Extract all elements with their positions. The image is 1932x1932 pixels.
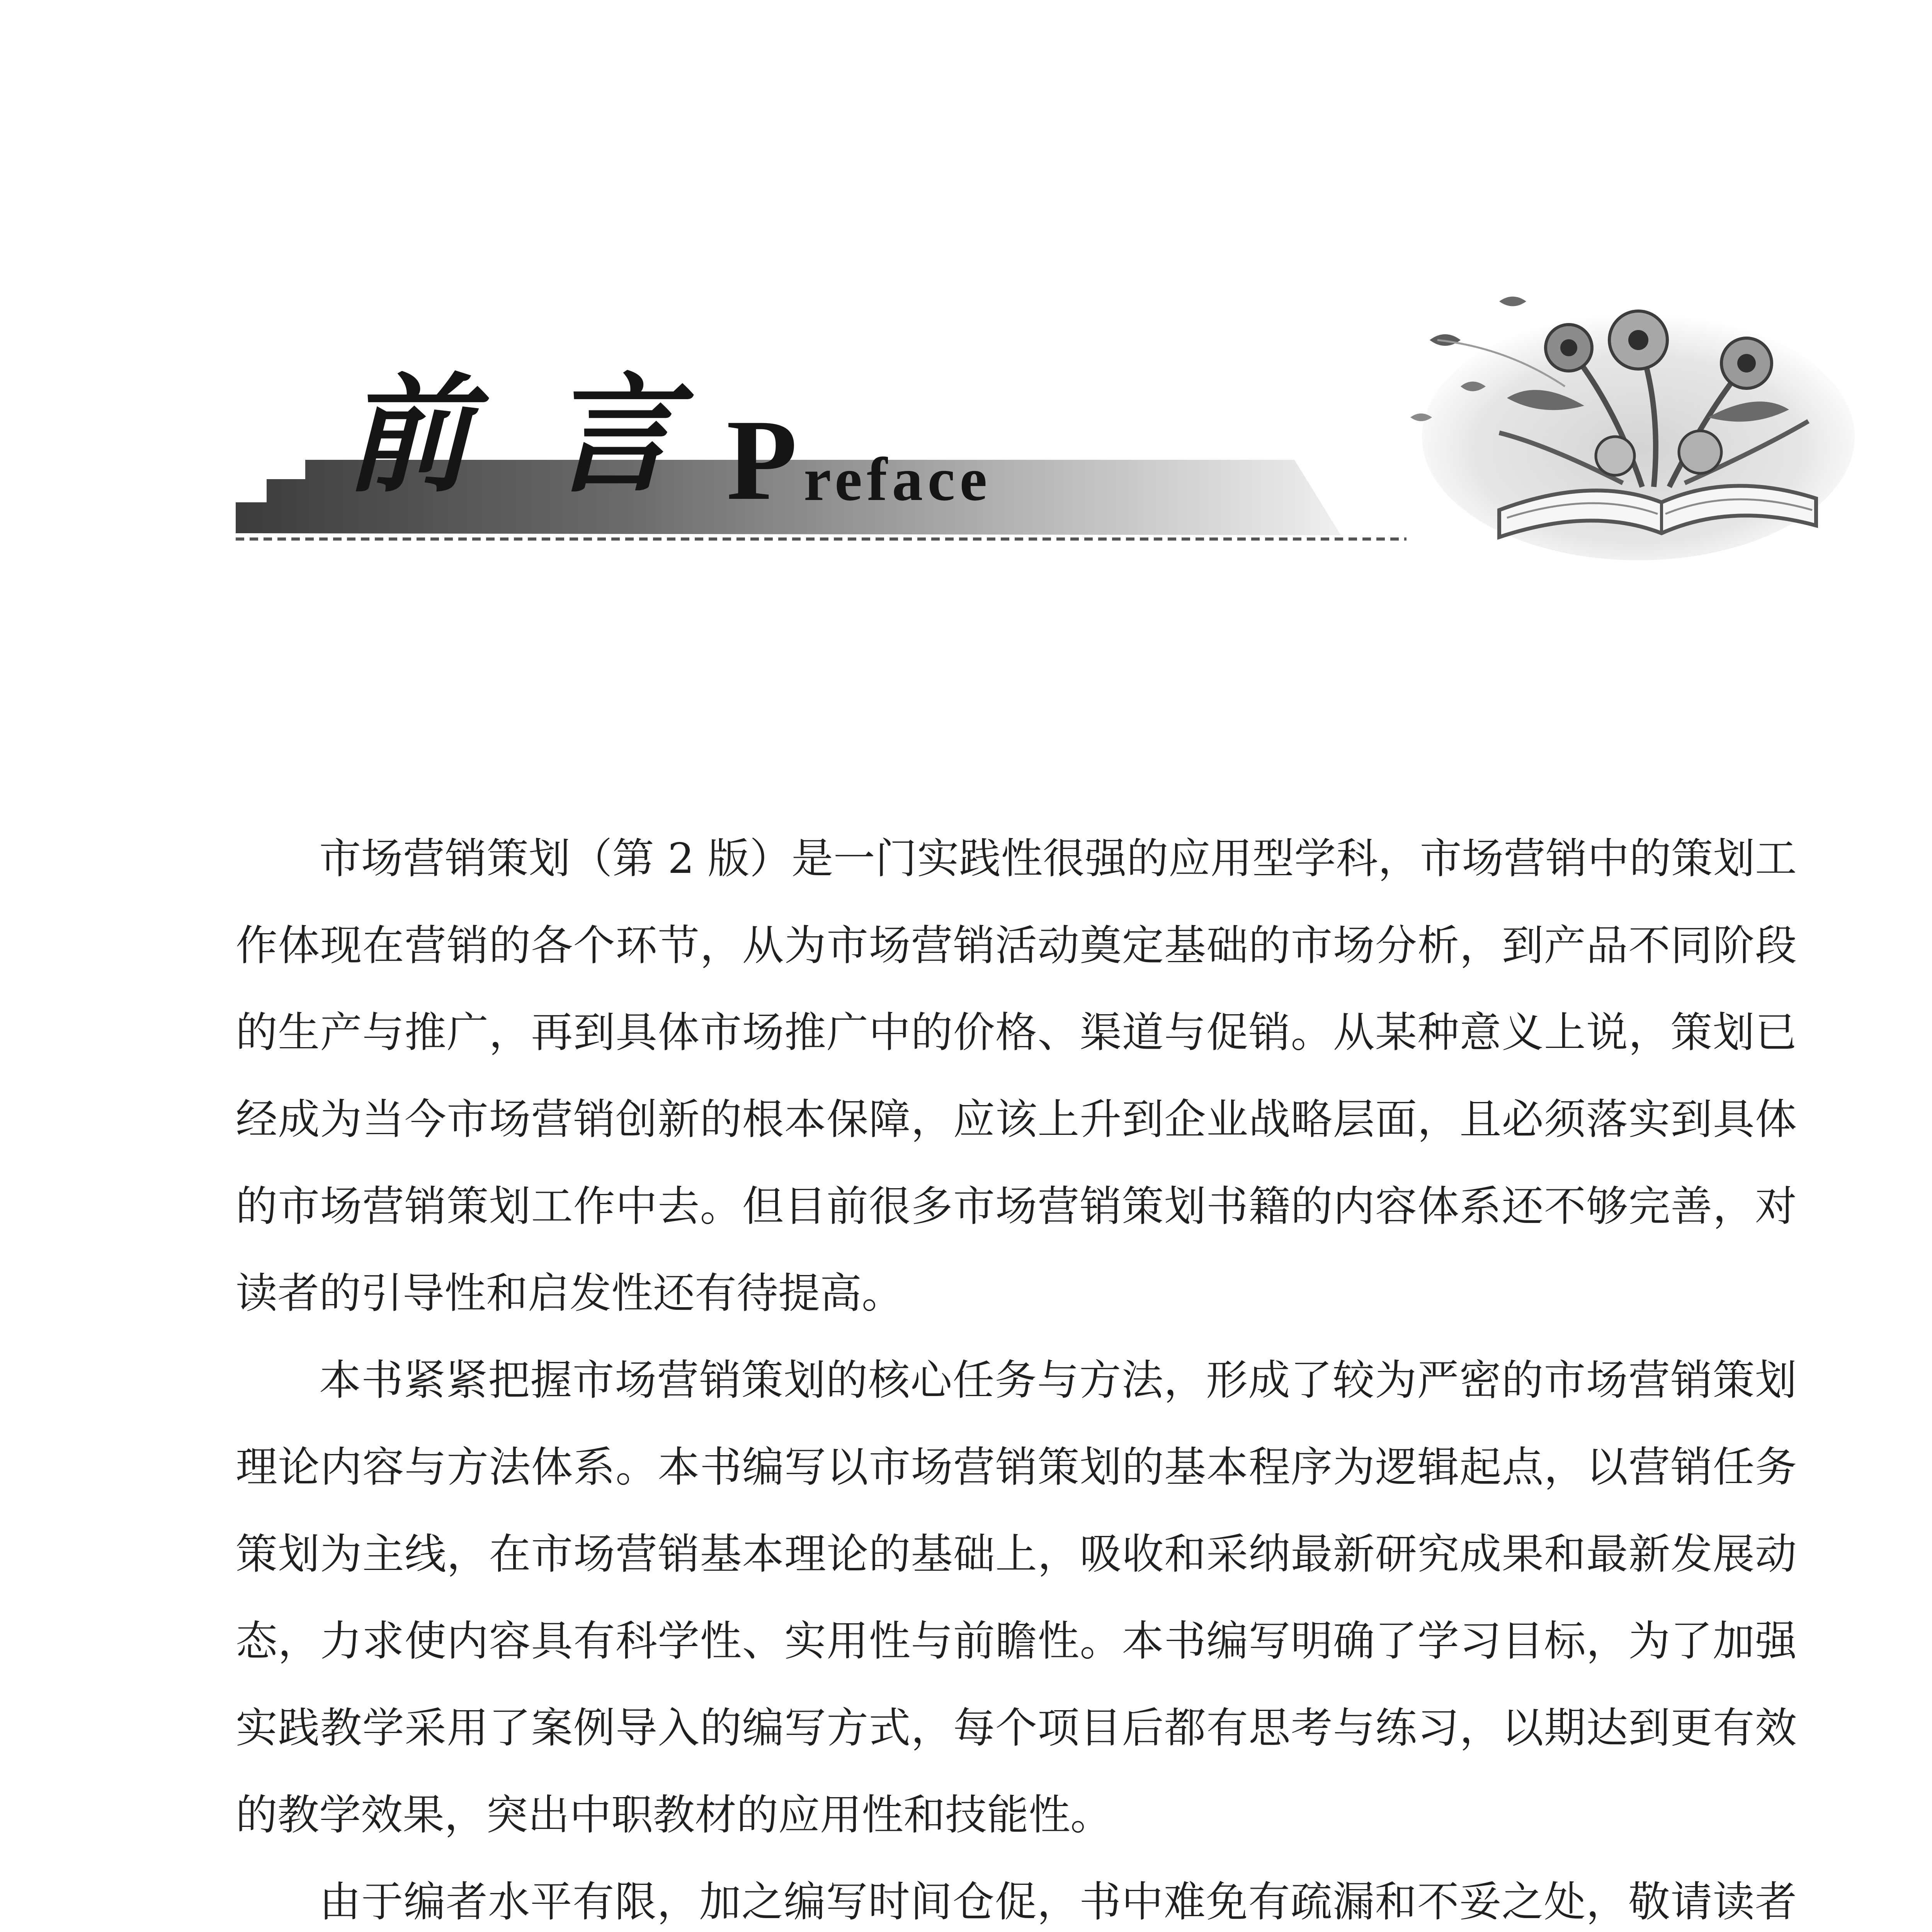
title-english-initial: P <box>726 396 798 524</box>
preface-body <box>236 815 1797 1932</box>
header-banner <box>0 0 1932 580</box>
title-chinese-first: 前 <box>344 360 471 510</box>
paragraph-2: 本书紧紧把握市场营销策划的核心任务与方法，形成了较为严密的市场营销策划理论内容与方法体系。本书编写以市场营销策划的基本程序为逻辑起点，以营销任务策划为主线，在市场营销基本理论的基础上，吸收和采纳最新研究成果和最新发展动态，力求使内容具有科学性、实用性与前瞻性。本书编写明确了学习目标，为了加强实践教学采用了案例导入的编写方式，每个项目后都有思考与练习，以期达到更有效的教学效果，突出中职教材的应用性和技能性。 <box>236 1356 1797 1839</box>
title-english-rest: reface <box>804 445 992 514</box>
flower-book-icon <box>1410 297 1855 561</box>
title-chinese-second: 言 <box>549 360 676 510</box>
paragraph-1: 市场营销策划（第 2 版）是一门实践性很强的应用型学科，市场营销中的策划工作体现在营销的各个环节，从为市场营销活动奠定基础的市场分析，到产品不同阶段的生产与推广，再到具体市场推广中的价格、渠道与促销。从某种意义上说，策划已经成为当今市场营销创新的根本保障，应该上升到企业战略层面，且必须落实到具体的市场营销策划工作中去。但目前很多市场营销策划书籍的内容体系还不够完善，对读者的引导性和启发性还有待提高。 <box>236 835 1797 1318</box>
paragraph-3: 由于编者水平有限，加之编写时间仓促，书中难免有疏漏和不妥之处，敬请读者 <box>319 1878 1797 1926</box>
